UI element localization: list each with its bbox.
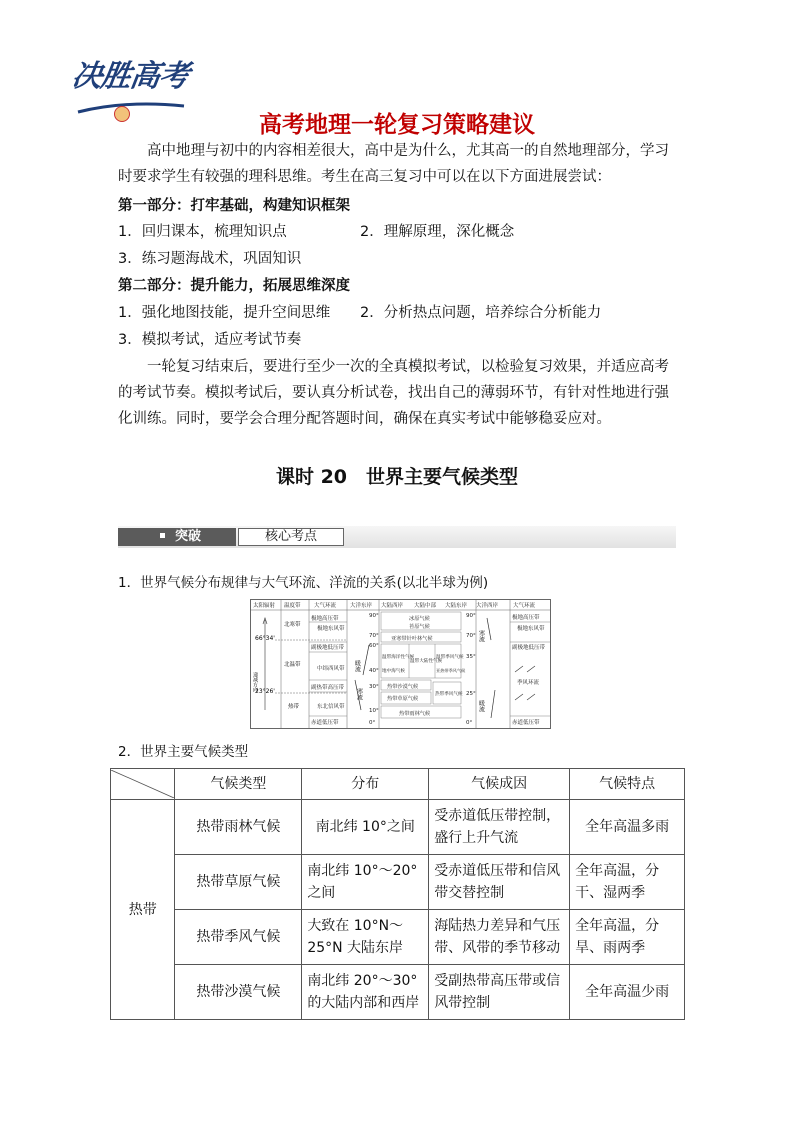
part1-item2: 2．理解原理，深化概念 [360, 224, 515, 240]
table-header: 气候特点 [570, 769, 685, 800]
table-cell: 大致在 10°N～25°N 大陆东岸 [302, 910, 429, 965]
lat-tropic-label: 23°26' [255, 688, 275, 695]
table-cell: 全年高温，分旱、雨两季 [570, 910, 685, 965]
part1-item1: 1．回归课本，梳理知识点 [118, 224, 287, 240]
warm-current-label: 暖流 [353, 660, 361, 672]
table-header: 分布 [302, 769, 429, 800]
monsoon-label: 季风环流 [517, 680, 540, 686]
lat-label: 25° [466, 691, 476, 697]
climate-trop-monsoon: 热带季风气候 [435, 692, 463, 697]
lat-label: 35° [466, 654, 476, 660]
lat-label: 0° [466, 720, 473, 726]
table-cell: 热带草原气候 [175, 855, 302, 910]
polar-high-right: 极地高压带 [512, 615, 540, 621]
table-cell: 热带季风气候 [175, 910, 302, 965]
subpolar-low-right: 副极地低压带 [512, 645, 546, 651]
lat-label: 90° [369, 613, 379, 619]
table-cell: 受赤道低压带和信风带交替控制 [429, 855, 570, 910]
table-header: 气候成因 [429, 769, 570, 800]
table-cell: 受副热带高压带或信风带控制 [429, 965, 570, 1020]
part2-heading: 第二部分：提升能力，拓展思维深度 [118, 278, 350, 294]
climate-desert: 热带沙漠气候 [387, 684, 419, 690]
part1-item3: 3．练习题海战术，巩固知识 [118, 251, 302, 267]
banner-tag [118, 528, 236, 546]
diagram-header-cell: 大陆东岸 [445, 603, 468, 609]
table-row [111, 800, 685, 855]
cold-current-label: 寒流 [355, 688, 363, 700]
climate-continental: 温带大陆性气候 [410, 659, 443, 664]
part2-item2: 2．分析热点问题，培养综合分析能力 [360, 305, 602, 321]
diagram-header-cell: 大气环流 [513, 603, 536, 609]
table-cell: 海陆热力差异和气压带、风带的季节移动 [429, 910, 570, 965]
warm-current-label-west: 暖流 [477, 700, 485, 712]
section1-heading: 1．世界气候分布规律与大气环流、洋流的关系(以北半球为例) [118, 575, 489, 591]
westerlies: 中纬西风带 [317, 666, 345, 672]
banner-title: 核心考点 [238, 528, 344, 546]
lat-label: 10° [369, 708, 379, 714]
page-title: 高考地理一轮复习策略建议 [259, 112, 535, 138]
table-row [111, 910, 685, 965]
table-row [111, 965, 685, 1020]
climate-savanna: 热带草原气候 [387, 696, 419, 702]
section2-heading: 2．世界主要气候类型 [118, 744, 249, 760]
square-bullet-icon [160, 533, 165, 538]
lat-label: 0° [369, 720, 376, 726]
climate-mediterranean: 地中海气候 [382, 669, 405, 674]
lesson-title: 课时 20 世界主要气候类型 [275, 466, 519, 488]
climate-tundra: 冰原气候 [409, 616, 430, 622]
lat-label: 90° [466, 613, 476, 619]
climate-taiga: 亚寒带针叶林气候 [391, 636, 433, 642]
diagram-header-cell: 温度带 [284, 603, 301, 609]
table-cell: 南北纬 10°～20°之间 [302, 855, 429, 910]
climate-subtropical-monsoon: 亚热带季风气候 [436, 668, 466, 673]
table-header: 气候类型 [175, 769, 302, 800]
diagram-header [253, 601, 536, 609]
cold-current-label-west: 寒流 [477, 630, 485, 642]
diagram-header-cell: 大陆中部 [414, 603, 437, 609]
subpolar-low: 副极地低压带 [311, 645, 345, 651]
climate-types-table [110, 768, 685, 1020]
lat-label: 40° [369, 668, 379, 674]
diagram-header-cell: 大洋西岸 [476, 603, 499, 609]
section-banner [118, 518, 676, 552]
part1-heading: 第一部分：打牢基础，构建知识框架 [118, 198, 350, 214]
polar-east: 极地东风带 [317, 626, 345, 632]
climate-rainforest: 热带雨林气候 [399, 711, 431, 717]
zone-tropic: 热带 [288, 704, 300, 710]
subtropical-high: 副热带高压带 [311, 685, 345, 691]
lat-label: 70° [369, 633, 379, 639]
lat-label: 70° [466, 633, 476, 639]
banner-tag-label: 突破 [175, 529, 202, 544]
part2-item3: 3．模拟考试，适应考试节奏 [118, 332, 302, 348]
table-row [111, 855, 685, 910]
diagram-header-cell: 大气环流 [314, 603, 337, 609]
equator-low-right: 赤道低压带 [512, 720, 540, 726]
table-cell: 南北纬 20°～30°的大陆内部和西岸 [302, 965, 429, 1020]
table-corner-cell [111, 769, 175, 800]
climate-tundra2: 苔原气候 [409, 624, 430, 630]
climate-distribution-diagram [250, 599, 551, 729]
diagram-header-cell: 大陆西岸 [381, 603, 404, 609]
lat-arctic-label: 66°34' [255, 635, 275, 642]
table-header-row [111, 769, 685, 800]
trade: 东北信风带 [317, 704, 345, 710]
zone-frigid: 北寒带 [284, 622, 301, 628]
table-cell: 南北纬 10°之间 [302, 800, 429, 855]
diagram-header-cell: 太阳辐射 [253, 603, 276, 609]
lat-label: 30° [369, 684, 379, 690]
closing-paragraph: 一轮复习结束后，要进行至少一次的全真模拟考试，以检验复习效果，并适应高考的考试节奏。模拟考试后，要认真分析试卷，找出自己的薄弱环节，有针对性地进行强化训练。同时，要学会合理分配答题时间，确保在真实考试中能够稳妥应对。 [118, 359, 669, 427]
zone-temperate: 北温带 [284, 662, 301, 668]
equator-low: 赤道低压带 [311, 720, 339, 726]
side-label: 递减方向 [252, 672, 258, 692]
lat-label: 60° [369, 643, 379, 649]
table-cell: 全年高温多雨 [570, 800, 685, 855]
table-cell: 受赤道低压带控制，盛行上升气流 [429, 800, 570, 855]
logo-text: 决胜高考 [69, 59, 191, 94]
part2-item1: 1．强化地图技能，提升空间思维 [118, 305, 331, 321]
polar-east-right: 极地东风带 [517, 626, 545, 632]
table-cell: 热带雨林气候 [175, 800, 302, 855]
climate-oceanic: 温带海洋性气候 [382, 655, 415, 660]
intro-paragraph: 高中地理与初中的内容相差很大，高中是为什么，尤其高一的自然地理部分，学习时要求学生有较强的理科思维。考生在高三复习中可以在以下方面进展尝试： [118, 143, 669, 185]
diagram-header-cell: 大洋东岸 [350, 603, 373, 609]
polar-high: 极地高压带 [311, 616, 339, 622]
table-group-cell: 热带 [111, 800, 175, 1020]
table-cell: 全年高温，分干、湿两季 [570, 855, 685, 910]
climate-temp-monsoon: 温带季风气候 [436, 655, 464, 660]
table-cell: 全年高温少雨 [570, 965, 685, 1020]
table-cell: 热带沙漠气候 [175, 965, 302, 1020]
